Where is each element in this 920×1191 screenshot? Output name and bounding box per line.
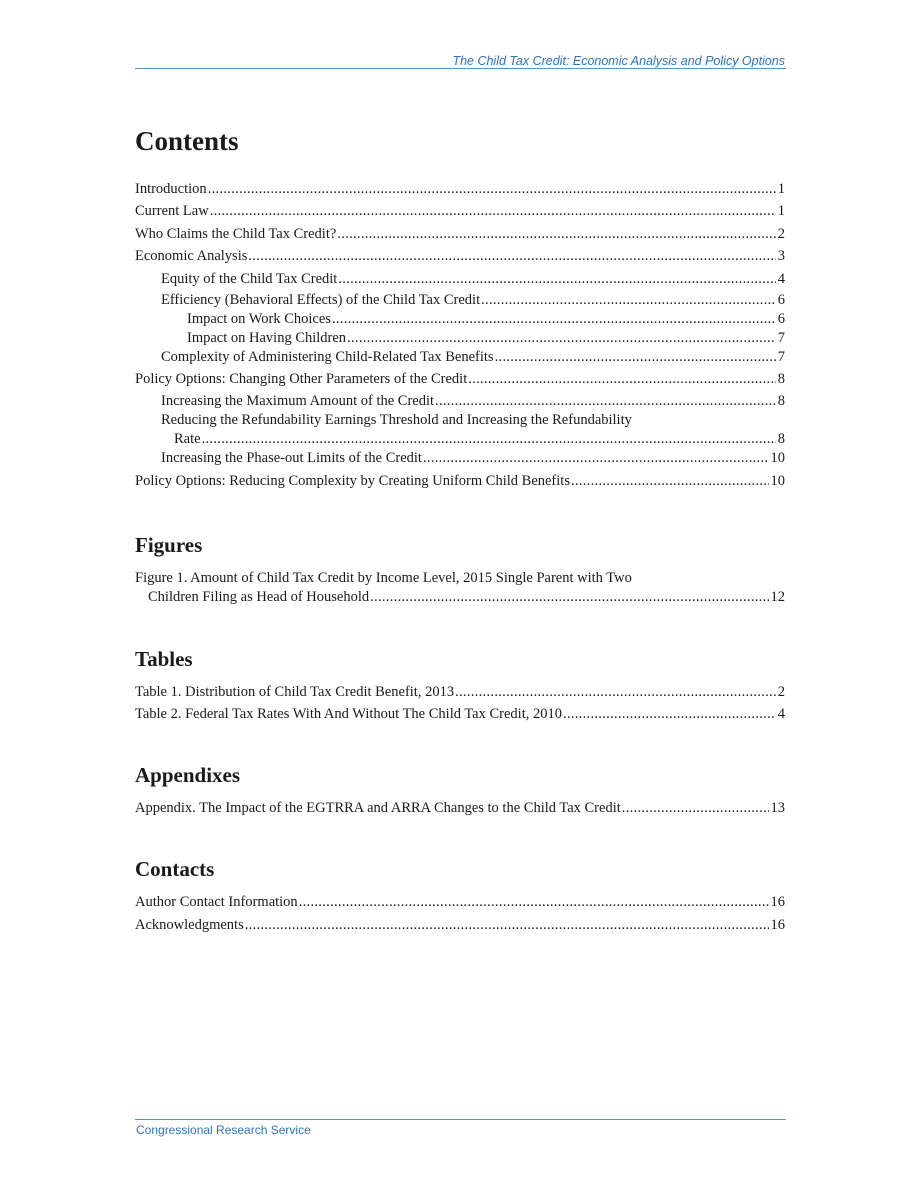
toc-page-number: 8 bbox=[777, 393, 785, 410]
toc-entry-label: Table 1. Distribution of Child Tax Credit Benefit, 2013 bbox=[135, 683, 455, 700]
toc-entry-label: Increasing the Maximum Amount of the Credit bbox=[161, 393, 435, 410]
leader-dots bbox=[495, 348, 776, 367]
toc-entry-figure-1[interactable] bbox=[135, 569, 785, 607]
toc-entry-complexity[interactable] bbox=[135, 348, 785, 367]
toc-entry-work-choices[interactable] bbox=[135, 310, 785, 329]
leader-dots bbox=[248, 247, 775, 266]
toc-entry-phase-out[interactable] bbox=[135, 449, 785, 468]
toc-entry-label: Table 2. Federal Tax Rates With And Without The Child Tax Credit, 2010 bbox=[135, 706, 562, 723]
figures-heading: Figures bbox=[135, 532, 203, 557]
toc-entry-current-law[interactable] bbox=[135, 202, 785, 221]
toc-page-number: 6 bbox=[777, 291, 785, 308]
toc-entry-label: Author Contact Information bbox=[135, 894, 298, 911]
leader-dots bbox=[202, 430, 776, 449]
toc-entry-table-2[interactable] bbox=[135, 705, 785, 724]
header-rule bbox=[135, 68, 786, 69]
contacts-list bbox=[135, 893, 785, 934]
toc-entry-label-line2: Rate bbox=[174, 431, 201, 448]
toc-entry-label-line1: Reducing the Refundability Earnings Threshold and Increasing the Refundability bbox=[161, 412, 632, 429]
toc-entry-label: Economic Analysis bbox=[135, 248, 248, 265]
toc-entry-label: Complexity of Administering Child-Related Tax Benefits bbox=[161, 348, 494, 365]
contents-section bbox=[135, 122, 785, 491]
contents-heading: Contents bbox=[135, 126, 239, 156]
toc-page-number: 12 bbox=[770, 588, 785, 605]
toc-entry-author-contact[interactable] bbox=[135, 893, 785, 912]
leader-dots bbox=[370, 588, 768, 607]
toc-page-number: 3 bbox=[777, 248, 785, 265]
toc-entry-who-claims[interactable] bbox=[135, 225, 785, 244]
toc-page-number: 1 bbox=[777, 203, 785, 220]
toc-entry-policy-options-complexity[interactable] bbox=[135, 472, 785, 491]
toc-page-number: 13 bbox=[770, 800, 785, 817]
toc-entry-acknowledgments[interactable] bbox=[135, 916, 785, 935]
running-header-title: The Child Tax Credit: Economic Analysis and Policy Options bbox=[452, 54, 785, 68]
leader-dots bbox=[337, 225, 775, 244]
toc-page-number: 8 bbox=[777, 370, 785, 387]
toc-entry-equity[interactable] bbox=[135, 270, 785, 289]
leader-dots bbox=[299, 893, 769, 912]
leader-dots bbox=[338, 270, 775, 289]
appendixes-section bbox=[135, 761, 785, 818]
toc-entry-maximum-amount[interactable] bbox=[135, 392, 785, 411]
contents-list bbox=[135, 180, 785, 491]
toc-entry-label: Acknowledgments bbox=[135, 916, 244, 933]
footer-organization: Congressional Research Service bbox=[136, 1123, 311, 1137]
toc-entry-label: Impact on Having Children bbox=[187, 329, 347, 346]
contacts-section bbox=[135, 855, 785, 934]
toc-entry-table-1[interactable] bbox=[135, 683, 785, 702]
leader-dots bbox=[435, 392, 776, 411]
leader-dots bbox=[332, 310, 776, 329]
toc-entry-label: Policy Options: Changing Other Parameters of the Credit bbox=[135, 370, 468, 387]
toc-page-number: 4 bbox=[777, 270, 785, 287]
leader-dots bbox=[563, 705, 776, 724]
tables-list bbox=[135, 683, 785, 724]
toc-page-number: 2 bbox=[777, 683, 785, 700]
leader-dots bbox=[622, 799, 769, 818]
leader-dots bbox=[210, 202, 776, 221]
toc-entry-label: Policy Options: Reducing Complexity by Creating Uniform Child Benefits bbox=[135, 472, 570, 489]
toc-entry-label: Increasing the Phase-out Limits of the Credit bbox=[161, 450, 422, 467]
toc-entry-label-line2: Children Filing as Head of Household bbox=[148, 588, 370, 605]
toc-entry-label: Current Law bbox=[135, 203, 209, 220]
toc-page-number: 2 bbox=[777, 225, 785, 242]
toc-entry-label: Impact on Work Choices bbox=[187, 310, 331, 327]
footer-rule bbox=[135, 1119, 786, 1120]
toc-page-number: 16 bbox=[770, 916, 785, 933]
leader-dots bbox=[208, 180, 776, 199]
toc-entry-efficiency[interactable] bbox=[135, 291, 785, 310]
table-of-contents bbox=[135, 122, 785, 971]
appendixes-heading: Appendixes bbox=[135, 763, 241, 788]
figures-section bbox=[135, 531, 785, 607]
toc-entry-label: Who Claims the Child Tax Credit? bbox=[135, 225, 337, 242]
leader-dots bbox=[455, 683, 776, 702]
leader-dots bbox=[245, 916, 769, 935]
toc-page-number: 7 bbox=[777, 348, 785, 365]
toc-page-number: 4 bbox=[777, 706, 785, 723]
toc-entry-label: Equity of the Child Tax Credit bbox=[161, 270, 338, 287]
toc-page-number: 1 bbox=[777, 181, 785, 197]
leader-dots bbox=[347, 329, 776, 348]
toc-entry-label: Appendix. The Impact of the EGTRRA and ARRA Changes to the Child Tax Credit bbox=[135, 800, 621, 817]
leader-dots bbox=[571, 472, 769, 491]
toc-entry-having-children[interactable] bbox=[135, 329, 785, 348]
appendixes-list bbox=[135, 799, 785, 818]
toc-entry-policy-options-parameters[interactable] bbox=[135, 370, 785, 389]
leader-dots bbox=[481, 291, 776, 310]
leader-dots bbox=[423, 449, 769, 468]
toc-page-number: 10 bbox=[770, 472, 785, 489]
toc-entry-introduction[interactable] bbox=[135, 180, 785, 199]
toc-entry-label-line1: Figure 1. Amount of Child Tax Credit by Income Level, 2015 Single Parent with Two bbox=[135, 569, 632, 586]
toc-page-number: 6 bbox=[777, 310, 785, 327]
toc-page-number: 16 bbox=[770, 894, 785, 911]
toc-entry-refundability[interactable] bbox=[135, 411, 785, 449]
toc-entry-economic-analysis[interactable] bbox=[135, 247, 785, 266]
toc-entry-appendix[interactable] bbox=[135, 799, 785, 818]
figures-list bbox=[135, 569, 785, 607]
toc-entry-label: Introduction bbox=[135, 181, 207, 197]
tables-section bbox=[135, 645, 785, 724]
tables-heading: Tables bbox=[135, 646, 193, 671]
contacts-heading: Contacts bbox=[135, 857, 215, 882]
toc-page-number: 10 bbox=[770, 450, 785, 467]
toc-entry-label: Efficiency (Behavioral Effects) of the Child Tax Credit bbox=[161, 291, 481, 308]
toc-page-number: 7 bbox=[777, 329, 785, 346]
toc-page-number: 8 bbox=[777, 431, 785, 448]
leader-dots bbox=[468, 370, 776, 389]
